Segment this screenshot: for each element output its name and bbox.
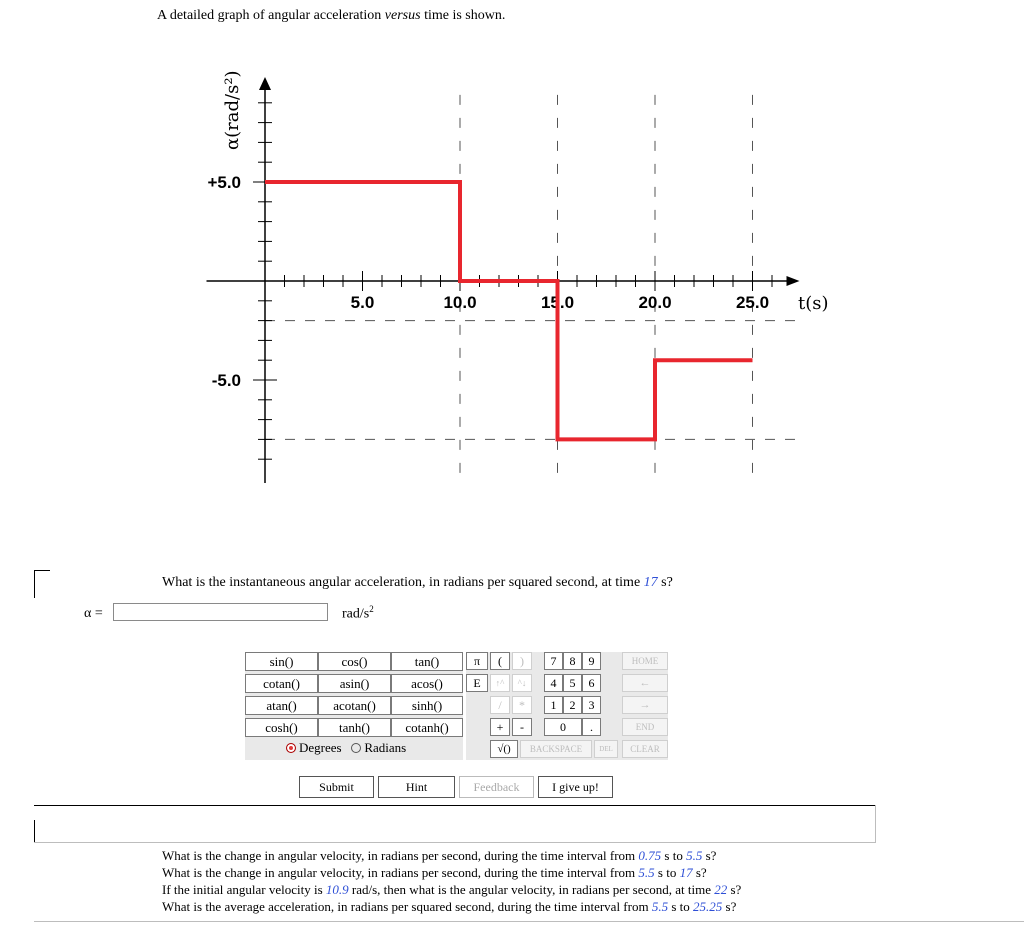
x-tick-label: 20.0 [638,293,672,312]
q4-mid: s to [668,899,694,914]
x-tick-label: 25.0 [735,293,770,312]
intro-after: time is shown. [420,8,506,23]
acceleration-series-line [265,182,753,439]
power-key[interactable]: ↑^ [490,674,510,692]
hint-button[interactable]: Hint [378,776,455,798]
q4-after: s? [722,899,737,914]
q1-after: s? [702,848,717,863]
caret-key[interactable]: ^↓ [512,674,532,692]
numeric-keypad [466,652,668,760]
question-text [162,575,673,591]
q3-value2: 22 [714,882,728,897]
intro-italic: versus [384,8,421,23]
frame-line-top [34,570,50,571]
cotan-button[interactable]: cotan() [245,674,318,693]
sin-button[interactable]: sin() [245,652,318,671]
frame-line-foot [34,921,1024,922]
q2-value1: 5.5 [638,865,655,880]
intro-text [157,8,505,24]
q4-value1: 5.5 [651,899,669,914]
digit-9-key[interactable]: 9 [582,652,601,670]
digit-0-key[interactable]: 0 [544,718,582,736]
q1-before: What is the change in angular velocity, in radians per second, during the time interval from [162,848,639,863]
frame-line-left2 [34,820,35,842]
degrees-option[interactable] [286,740,342,755]
q2-mid: s to [654,865,680,880]
sqrt-key[interactable]: √() [490,740,518,758]
degrees-label: Degrees [299,740,342,755]
frame-line-gray [34,842,876,843]
backspace-key[interactable]: BACKSPACE [520,740,592,758]
frame-line-left [34,570,35,598]
followup-questions [162,847,741,915]
cosh-button[interactable]: cosh() [245,718,318,737]
q1-value1: 0.75 [638,848,662,863]
e-key[interactable]: E [466,674,488,692]
graph-series [265,182,753,439]
cursor-left-key[interactable]: ← [622,674,668,692]
followup-question [162,898,741,915]
y-tick-label: +5.0 [207,173,241,192]
x-tick-label: 10.0 [443,293,477,312]
submit-button[interactable]: Submit [299,776,374,798]
give-up-button[interactable]: I give up! [538,776,613,798]
end-key[interactable]: END [622,718,668,736]
radians-radio[interactable] [351,743,361,753]
followup-question [162,864,741,881]
x-tick-label: 5.0 [350,293,375,312]
digit-5-key[interactable]: 5 [563,674,582,692]
cos-button[interactable]: cos() [318,652,391,671]
q2-before: What is the change in angular velocity, in radians per second, during the time interval from [162,865,639,880]
frame-line-right [875,805,876,843]
followup-question [162,847,741,864]
delete-key[interactable]: DEL [594,740,618,758]
minus-key[interactable]: - [512,718,532,736]
angle-mode-selector [286,740,406,756]
q2-after: s? [692,865,707,880]
cotanh-button[interactable]: cotanh() [391,718,463,737]
feedback-button[interactable]: Feedback [459,776,534,798]
y-axis-arrowhead [259,77,271,90]
q1-mid: s to [661,848,687,863]
sinh-button[interactable]: sinh() [391,696,463,715]
radians-label: Radians [364,740,407,755]
digit-2-key[interactable]: 2 [563,696,582,714]
acotan-button[interactable]: acotan() [318,696,391,715]
units-exponent: 2 [369,604,374,614]
radians-option[interactable] [351,740,406,755]
q3-after: s? [727,882,742,897]
divide-key[interactable]: / [490,696,510,714]
question-before: What is the instantaneous angular acceleration, in radians per squared second, at time [162,575,644,590]
answer-units [342,604,374,623]
x-axis-arrowhead [787,276,800,286]
acos-button[interactable]: acos() [391,674,463,693]
answer-label: α = [84,606,103,621]
q4-before: What is the average acceleration, in radians per squared second, during the time interval from [162,899,652,914]
digit-1-key[interactable]: 1 [544,696,563,714]
digit-4-key[interactable]: 4 [544,674,563,692]
tanh-button[interactable]: tanh() [318,718,391,737]
home-key[interactable]: HOME [622,652,668,670]
q1-value2: 5.5 [686,848,703,863]
units-base: rad/s [342,606,370,622]
intro-before: A detailed graph of angular acceleration [157,8,385,23]
digit-8-key[interactable]: 8 [563,652,582,670]
frame-line-bottom [34,805,876,806]
q3-value1: 10.9 [325,882,349,897]
q2-value2: 17 [679,865,693,880]
multiply-key[interactable]: * [512,696,532,714]
y-axis-label: α(rad/s²) [222,70,243,150]
degrees-radio[interactable] [286,743,296,753]
x-tick-label: 15.0 [540,293,575,312]
x-axis-label: t(s) [798,293,829,314]
right-paren-key[interactable]: ) [512,652,532,670]
q3-before: If the initial angular velocity is [162,882,326,897]
acceleration-graph [190,50,830,490]
graph-grid [265,95,801,475]
digit-6-key[interactable]: 6 [582,674,601,692]
question-time-value: 17 [643,575,658,590]
digit-3-key[interactable]: 3 [582,696,601,714]
tan-button[interactable]: tan() [391,652,463,671]
answer-input[interactable] [113,603,328,621]
digit-7-key[interactable]: 7 [544,652,563,670]
atan-button[interactable]: atan() [245,696,318,715]
followup-question [162,881,741,898]
decimal-key[interactable]: . [582,718,601,736]
clear-key[interactable]: CLEAR [622,740,668,758]
cursor-right-key[interactable]: → [622,696,668,714]
pi-key[interactable]: π [466,652,488,670]
question-after: s? [657,575,673,590]
q4-value2: 25.25 [693,899,723,914]
q3-mid: rad/s, then what is the angular velocity, in radians per second, at time [348,882,715,897]
asin-button[interactable]: asin() [318,674,391,693]
plus-key[interactable]: + [490,718,510,736]
y-tick-label: -5.0 [211,371,241,390]
left-paren-key[interactable]: ( [490,652,510,670]
